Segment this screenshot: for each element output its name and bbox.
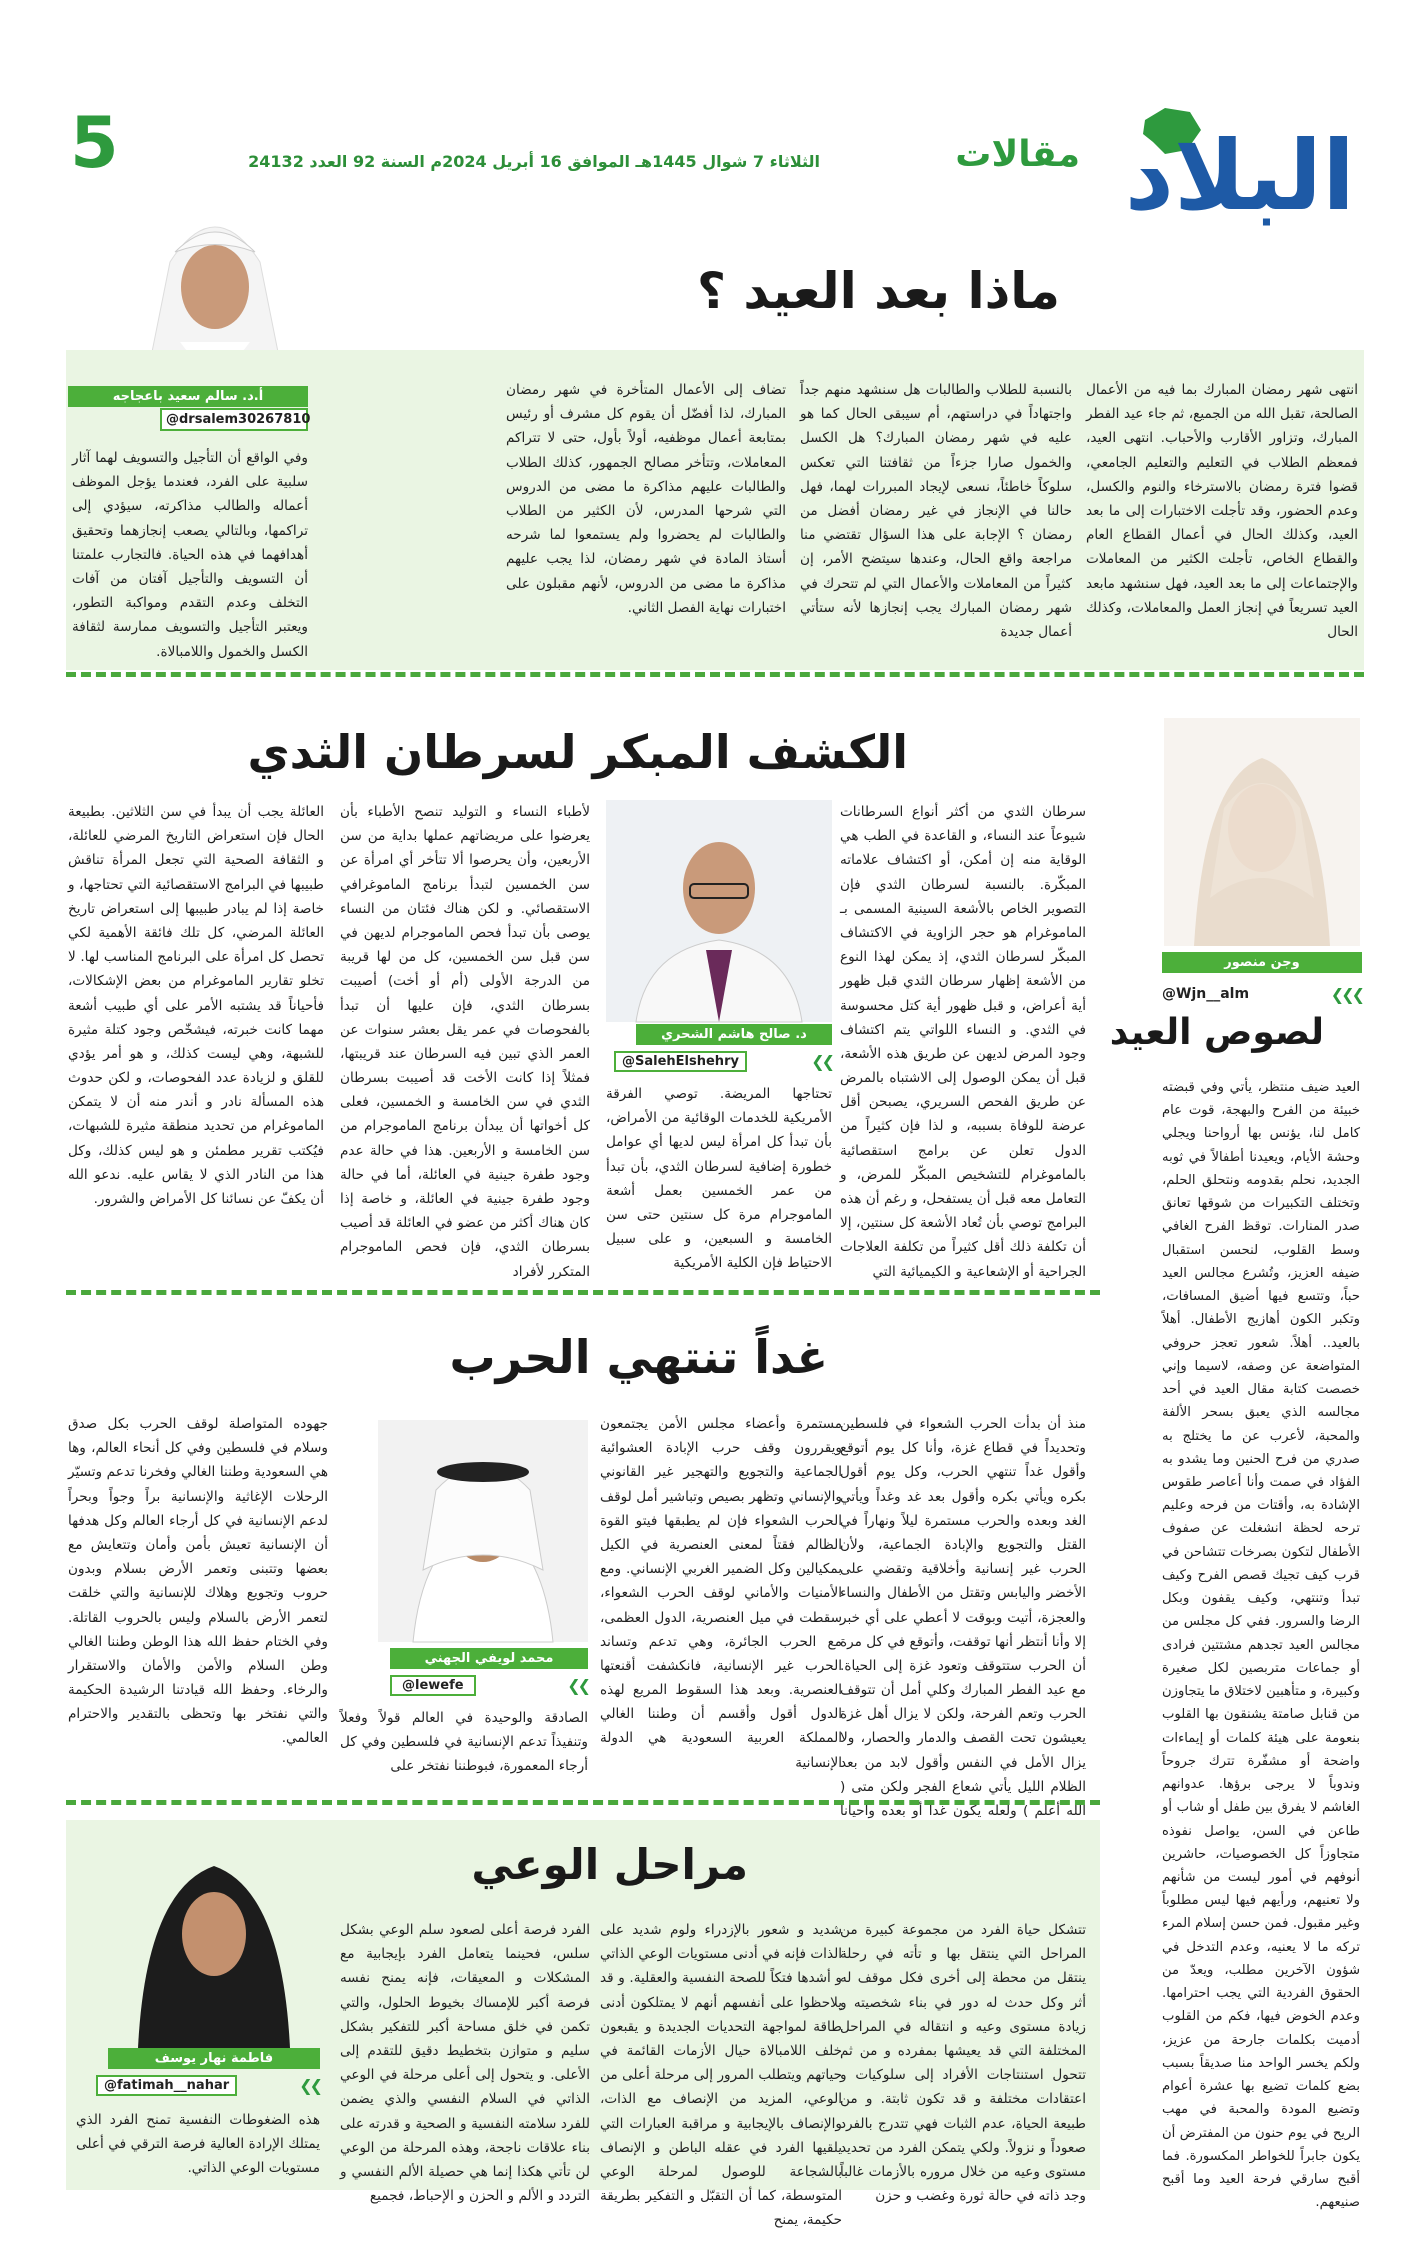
chevrons-icon: ❮❮: [811, 1051, 832, 1071]
article4-author-name: فاطمة نهار يوسف: [108, 2048, 320, 2069]
article2-author-name: د. صالح هاشم الشحري: [636, 1024, 832, 1045]
article2-column-2: تحتاجها المريضة. توصي الفرقة الأمريكية للخدمات الوقائية من الأمراض، بأن تبدأ كل امرأة ليس لديها أي عوامل خطورة إضافية لسرطان الثدي، بأن تبدأ من عمر الخمسين بعمل أشعة الماموجرام مرة كل سنتين حتى سن الخامسة و السبعين، و على سبيل الاحتياط فإن الكلية الأمريكية: [606, 1086, 832, 1272]
article1-title: ماذا بعد العيد ؟: [696, 262, 1060, 320]
article3-column-1: منذ أن بدأت الحرب الشعواء في فلسطين وتحديداً في قطاع غزة، وأنا كل يوم أتوقع وأقول غداً تنتهي الحرب، وكل يوم أقول بكره ويأتي بكره وأقول بعد غد وغداً ويأتي الغد وبعده والحرب مستمرة ليلاً ونهاراً في القتل والتجويع والإبادة الجماعية، ولأن الحرب غير إنسانية وأخلاقية وتقضي على الأخضر واليابس وتقتل من الأطفال والنساء والعجزة، أتيت وبوقت لا أعطي على أي خبر إلا وأنا أنتظر أنها توقفت، وأتوقع في كل مرة أن الحرب ستتوقف وتعود غزة إلى الحياة. مع عيد الفطر المبارك وكلي أمل أن تتوقف الحرب وتعم الفرحة، ولكن لا يزال أهل غزة يعيشون تحت القصف والدمار والحصار، ولا يزال الأمل في النفس وأقول لابد من بعد الظلام الليل يأتي شعاع الفجر ولكن متى ( الله أعلم ) ولعله يكون غداً أو بعده وأحياناً: [840, 1416, 1086, 1819]
article3-author-handle: @lewefe: [390, 1675, 476, 1696]
sidebar-handle-row: [1162, 980, 1362, 1008]
author-photo-article2: [606, 800, 832, 1022]
article3-column-3: الصادقة والوحيدة في العالم قولاً وفعلاً وتنفيذاً تدعم الإنسانية في فلسطين وفي كل أرجاء المعمورة، فبوطننا نفتخر على: [340, 1710, 588, 1775]
article1-author-name: أ.د. سالم سعيد باعجاجه: [68, 386, 308, 407]
author-photo-sidebar: [1164, 718, 1360, 946]
sidebar-author-name: وجن منصور: [1162, 952, 1362, 973]
article2-column-4: العائلة يجب أن يبدأ في سن الثلاثين. بطبيعة الحال فإن استعراض التاريخ المرضي للعائلة، و الثقافة الصحية التي تجعل المرأة تناقش طبيبها في البرامج الاستقصائية التي تحتاجها، و خاصة إذا لم يبادر طبيبها إلى استعراض تاريخ العائلة المرضي، كل تلك فائقة الأهمية لكي تحصل كل امرأة على البرنامج المناسب لها. لا تخلو تقارير الماموغرام من بعض الإشكالات، فأحياناً قد يشتبه الأمر على أي طبيب أشعة مهما كانت خبرته، فيشخّص وجود كتلة مثيرة للشبهة، وهي ليست كذلك، و هو أمر يؤدي للقلق و لزيادة عدد الفحوصات، و لكن حدوث هذه المسألة نادر و أندر منه أن لا يتمكن الماموغرام من تحديد منطقة مثيرة للشبهات، فيُكتب تقرير مطمئن و هو ليس كذلك، وكل هذا من النادر الذي لا يقاس عليه. ندعو الله أن يكفّ عن نسائنا كل الأمراض والشرور.: [68, 804, 324, 1207]
article4-column-2: شديد و شعور بالإزدراء ولوم شديد على الذات فإنه في أدنى مستويات الوعي الذاتي و أشدها فتكاً للصحة النفسية والعقلية. و قد يلاحظوا على أنفسهم أنهم لا يمتلكون أدنى طاقة لمواجهة التحديات الجديدة و يقبعون خلف اللامبالاة حيال الأزمات القائمة في حياتهم ويتطلب المرور إلى مرحلة أعلى من الوعي، المزيد من الإنصاف مع الذات، والإنصاف بالإيجابية و مراقبة العبارات التي يلقيها الفرد في عقله الباطن و الإنصاف بالشجاعة للوصول لمرحلة الوعي المتوسطة، كما أن التقبّل و التفكير بطريقة حكيمة، يمنح: [600, 1922, 842, 2229]
article2-handle-row: [614, 1048, 832, 1074]
article3-column-4: جهوده المتواصلة لوقف الحرب بكل صدق وسلام في فلسطين وفي كل أنحاء العالم، وها هي السعودية وطننا الغالي وفخرنا تدعم وتسيّر الرحلات الإغاثية والإنسانية براً وجواً وبحراً لدعم الإنسانية في كل أرجاء العالم وكل هدفها أن الإنسانية تعيش بأمن وأمان وتتعايش مع بعضها وتتبنى وتعمر الأرض بسلام وبدون حروب وتجويع وهلاك للإنسانية والتي خلقت لتعمر الأرض بالسلام وليس بالحروب القاتلة. وفي الختام حفظ الله هذا الوطن وطننا الغالي وطن السلام والأمن والأمان والاستقرار والرخاء. وحفظ الله قيادتنا الرشيدة الحكيمة والتي نفتخر بها وتحظى بالتقدير والاحترام العالمي.: [68, 1416, 328, 1747]
chevrons-icon: ❮❮: [299, 2075, 320, 2095]
sidebar-title: لصوص العيد: [1109, 1012, 1324, 1053]
article1-column-2: بالنسبة للطلاب والطالبات هل سنشهد منهم جداً واجتهاداً في دراستهم، أم سيبقى الحال كما هو عليه في شهر رمضان المبارك؟ هل الكسل والخمول صارا جزءاً من ثقافتنا التي تعكس سلوكاً خاطئاً، نسعى لإيجاد المبررات لهما، فهل حالنا في الإنجاز في غير رمضان أفضل من رمضان ؟ الإجابة على هذا السؤال تقتضي منا مراجعة واقع الحال، وعندها سيتضح الأمر، إن كثيراً من المعاملات والأعمال التي لم تتحرك في شهر رمضان المبارك يجب إنجازها لأنه ستأتي أعمال جديدة: [800, 382, 1072, 640]
article1-column-1: انتهى شهر رمضان المبارك بما فيه من الأعمال الصالحة، تقبل الله من الجميع، ثم جاء عيد الفطر المبارك، وتزاور الأقارب والأحباب. انتهى العيد، فمعظم الطلاب في التعليم والتعليم الجامعي، قضوا فترة رمضان بالاسترخاء والنوم والكسل، وعدم الحضور، وقد تأجلت الاختبارات إلى ما بعد العيد، وكذلك الحال في أعمال القطاع العام والقطاع الخاص، تأجلت الكثير من المعاملات والإجتماعات إلى ما بعد العيد، فهل سنشهد مابعد العيد تسريعاً في إنجاز العمل والمعاملات، وكذلك الحال: [1086, 382, 1358, 640]
article1-column-4: وفي الواقع أن التأجيل والتسويف لهما آثار سلبية على الفرد، فعندما يؤجل الموظف أعماله والطالب مذاكرته، سيؤدي إلى تراكمها، وبالتالي يصعب إنجازهما وتحقيق أهدافهما في هذه الحياة. فالتجارب علمتنا أن التسويف والتأجيل آفتان من آفات التخلف وعدم التقدم ومواكبة التطور، ويعتبر التأجيل والتسويف ممارسة لثقافة الكسل والخمول واللامبالاة.: [72, 450, 308, 660]
article3-author-name: محمد لويفي الجهني: [390, 1648, 588, 1669]
article3-handle-row: [390, 1672, 588, 1698]
article4-column-1: تتشكل حياة الفرد من مجموعة كبيرة من المراحل التي ينتقل بها و تأته في رحلة ينتقل من محطة إلى أخرى فكل موقف له أثر وكل حدث له دور في بناء شخصيته و زيادة مستوى وعيه و انتقاله في المراحل المختلفة التي قد يعيشها بمفرده و من ثم تتحول استنتاجات الأفراد إلى سلوكيات و اعتقادات مختلفة و قد تكون ثابتة. و من طبيعة الحياة، عدم الثبات فهي تتدرج بالفرد صعوداً و نزولاً. ولكي يتمكن الفرد من تحديد مستوى وعيه من خلال مروره بالأزمات غالباً وجد ذاته في حالة ثورة وغضب و حزن: [840, 1922, 1086, 2205]
article4-author-handle: @fatimah__nahar: [96, 2075, 237, 2096]
article1-column-3: تضاف إلى الأعمال المتأخرة في شهر رمضان المبارك، لذا أفضّل أن يقوم كل مشرف أو رئيس بمتابعة أعمال موظفيه، أولاً بأول، حتى لا تتراكم المعاملات، وتتأخر مصالح الجمهور، كذلك الطلاب والطالبات عليهم مذاكرة ما مضى من الدروس التي شرحها المدرس، لأن الكثير من الطلاب والطالبات لم يحضروا ولم يستمعوا لما شرحه أستاذ المادة في شهر رمضان، لذا يجب عليهم مذاكرة ما مضى من الدروس، لأنهم مقبلون على اختبارات نهاية الفصل الثاني.: [506, 382, 786, 616]
newspaper-logo: [1105, 108, 1355, 232]
article4-handle-row: [96, 2072, 320, 2098]
logo-text: البلاد: [1124, 120, 1355, 232]
article4-column-4: هذه الضغوطات النفسية تمنح الفرد الذي يمتلك الإرادة العالية فرصة الترقي في أعلى مستويات الوعي الذاتي.: [76, 2112, 320, 2177]
article2-title: الكشف المبكر لسرطان الثدي: [247, 725, 908, 779]
article3-title: غداً تنتهي الحرب: [449, 1330, 828, 1384]
article2-author-handle: @SalehElshehry: [614, 1051, 747, 1072]
section-divider: [66, 1290, 1100, 1295]
article3-column-2: مستمرة وأعضاء مجلس الأمن يجتمعون ويقررون وقف حرب الإبادة العشوائية الجماعية والتجويع والتهجير غير القانوني والإنساني وتظهر بصيص وتباشير أمل لوقف الحرب الشعواء فإن لم يطبقها فيتو القوة الظالم فقتاً لمعنى العنصرية في الكيل بمكيالين وكل الضمير الغربي الإنساني. ومع الأمنيات والأماني لوقف الحرب الشعواء، سقطت في ميل العنصرية، الدول العظمى، مع الحرب الجائرة، وهي تدعم وتساند الحرب غير الإنسانية، فانكشفت أقنعتها العنصرية. وبعد هذا السقوط المريع لهذه الدول أقول وأقسم أن وطننا الغالي المملكة العربية السعودية هي الدولة الإنسانية: [600, 1416, 842, 1771]
chevrons-icon: ❮❮: [567, 1675, 588, 1695]
article2-column-1: سرطان الثدي من أكثر أنواع السرطانات شيوعاً عند النساء، و القاعدة في الطب هي الوقاية منه إن أمكن، أو اكتشاف علاماته المبكّرة. بالنسبة لسرطان الثدي فإن التصوير الخاص بالأشعة السينية المسمى بـ الماموغرام هو حجر الزاوية في الاكتشاف المبكّر لسرطان الثدي، إذ يمكن لهذا النوع من الأشعة إظهار سرطان الثدي قبل ظهور أية أعراض، و قبل ظهور أية كتل محسوسة في الثدي. و النساء اللواتي يتم اكتشاف وجود المرض لديهن عن طريق هذه الأشعة، قبل أن يمكن الوصول إلى الاشتباه بالمرض عن طريق الفحص السريري، يصبحن أقل عرضة للوفاة بسببه، و لذا فإن كثيراً من الدول تعلن عن برامج استقصائية بالماموغرام للتشخيص المبكّر للمرض، و التعامل معه قبل أن يستفحل، و رغم أن هذه البرامج توصي بأن تُعاد الأشعة كل سنتين، إلا أن تكلفة ذلك أقل كثيراً من تكلفة العلاجات الجراحية أو الإشعاعية و الكيميائية التي: [840, 804, 1086, 1280]
author-photo-article3: [378, 1420, 588, 1642]
article4-title: مراحل الوعي: [471, 1840, 748, 1889]
article2-column-3: لأطباء النساء و التوليد تنصح الأطباء بأن يعرضوا على مريضاتهم عملها بداية من سن الأربعين، وأن يحرصوا ألا تتأخر أي امرأة عن سن الخمسين لتبدأ برنامج الماموغرافي الاستقصائي. و لكن هناك فئتان من النساء يوصى بأن تبدأ فحص الماموجرام لديهن في سن قبل سن الخمسين، كل من لها قريبة من الدرجة الأولى (أم أو أخت) أصيبت بسرطان الثدي، فإن عليها أن تبدأ بالفحوصات في عمر يقل بعشر سنوات عن العمر الذي تبين فيه السرطان عند قريبتها، فمثلاً إذا كانت الأخت قد أصيبت بسرطان الثدي في سن الخامسة و الخمسين، فعلى كل أخواتها أن يبدأن برنامج الماموجرام من سن الخامسة و الأربعين. هذا في حالة عدم وجود طفرة جينية في العائلة، أما في حالة وجود طفرة جينية في العائلة، و خاصة إذا كان هناك أكثر من عضو في العائلة قد أصيب بسرطان الثدي، فإن فحص الماموجرام المتكرر لأفراد: [340, 804, 590, 1280]
article1-author-handle: @drsalem30267810: [160, 408, 308, 431]
page-number: 5: [70, 102, 119, 184]
section-divider: [66, 672, 1364, 677]
author-photo-article4: [108, 1830, 320, 2048]
sidebar-author-handle: @Wjn__alm: [1162, 986, 1250, 1002]
section-divider: [66, 1800, 1100, 1805]
sidebar-body: العيد ضيف منتظر، يأتي وفي قبضته خبيئة من الفرح والبهجة، قوت عام كامل لنا، يؤنس بها أرواحنا ويجلي وحشة الأيام، ويعيدنا أطفالاً في ثوبه الجديد، نحلم بقدومه ونتحلق الحلم، وتختلف التكبيرات من شوقها تعانق صدر المنارات. توقظ الفرح الغافي وسط القلوب، لنحسن استقبال ضيفه العزيز، وتُشرع مجالس العيد حباً، وتتسع فيها أضيق المسافات، وتكبر الكون أهازيج الأطفال. أهلاً بالعيد.. أهلاً. شعور تعجز حروفي المتواضعة عن وصفه، لاسيما وإني خصصت كتابة مقال العيد في أحد مجالسه الذي يعبق بسحر الألفة والمحبة، لأعرب عن ما يختلج به صدري من فرح الحنين وما يشدو به الفؤاد في صمت وأنا أعاصر طقوس الإشادة به، وأقتات من فرحه وعليم ترحه لحظة انشغلت عن صفوف الأطفال لتكون بصرخات تتشاحن في قرب كيف تجيك قصص الفرح وكيف تبدأ وتنتهي، وكيف يقفون وبكل الرضا والسرور. ففي كل مجلس من مجالس العيد تجدهم مشتتين فرادى أو جماعات متربصين لكل صغيرة وكبيرة، و متأهبين لاختلاق ما يتجاوزن من قنابل صامتة يشنقون بها القلوب بنعومة على هيئة كلمات أو إيماءات واضحة أو مشفّرة تترك جروحاً وندوباً لا يرجى برؤها. عدوانهم الغاشم لا يفرق بين طفل أو شاب أو طاعن في السن، يواصل نفوذه متجاوزاً كل الخصوصيات، حاشرين أنوفهم في أمور ليست من شأنهم ولا تعنيهم، ورأيهم فيها ليس مطلوباً وغير مقبول. فمن حسن إسلام المرء تركه ما لا يعنيه، وعدم التدخل في شؤون الآخرين مطلب، ويعدّ من الحقوق الفردية التي يجب احترامها. وعدم الخوض فيها، فكم من القلوب أدميت بكلمات جارحة من عزيز، ولكم يخسر الواحد منا صديقاً بسبب بضع كلمات تضيع بها عشرة أعوام وتضيع المودة والمحبة في مهب الريح في يوم حنون من المفترض أن يكون جابراً للخواطر المكسورة. فما أقبح سارقي فرحة العيد وما أقبح صنيعهم.: [1162, 1080, 1360, 2211]
chevrons-icon: ❮❮❮: [1330, 984, 1362, 1004]
issue-dateline: الثلاثاء 7 شوال 1445هـ الموافق 16 أبريل 2024م السنة 92 العدد 24132: [248, 152, 820, 171]
article4-column-3: الفرد فرصة أعلى لصعود سلم الوعي بشكل سلس، فحينما يتعامل الفرد بإيجابية مع المشكلات و المعيقات، فإنه يمنح نفسه فرصة أكبر للإمساك بخيوط الحلول، والتي تكمن في خلق مساحة أكبر للتفكير بشكل سليم و متوازن بتخطيط دقيق للتقدم إلى الأعلى. و يتحول إلى أعلى مرحلة في الوعي الذاتي في السلام النفسي والذي يضمن للفرد سلامته النفسية و الصحية و قدرته على بناء علاقات ناجحة، وهذه المرحلة من الوعي لن تأتي هكذا إنما هي حصيلة الألم النفسي و التردد و الألم و الحزن و الإحباط، فجميع: [340, 1922, 590, 2205]
section-label: مقالات: [955, 134, 1080, 175]
